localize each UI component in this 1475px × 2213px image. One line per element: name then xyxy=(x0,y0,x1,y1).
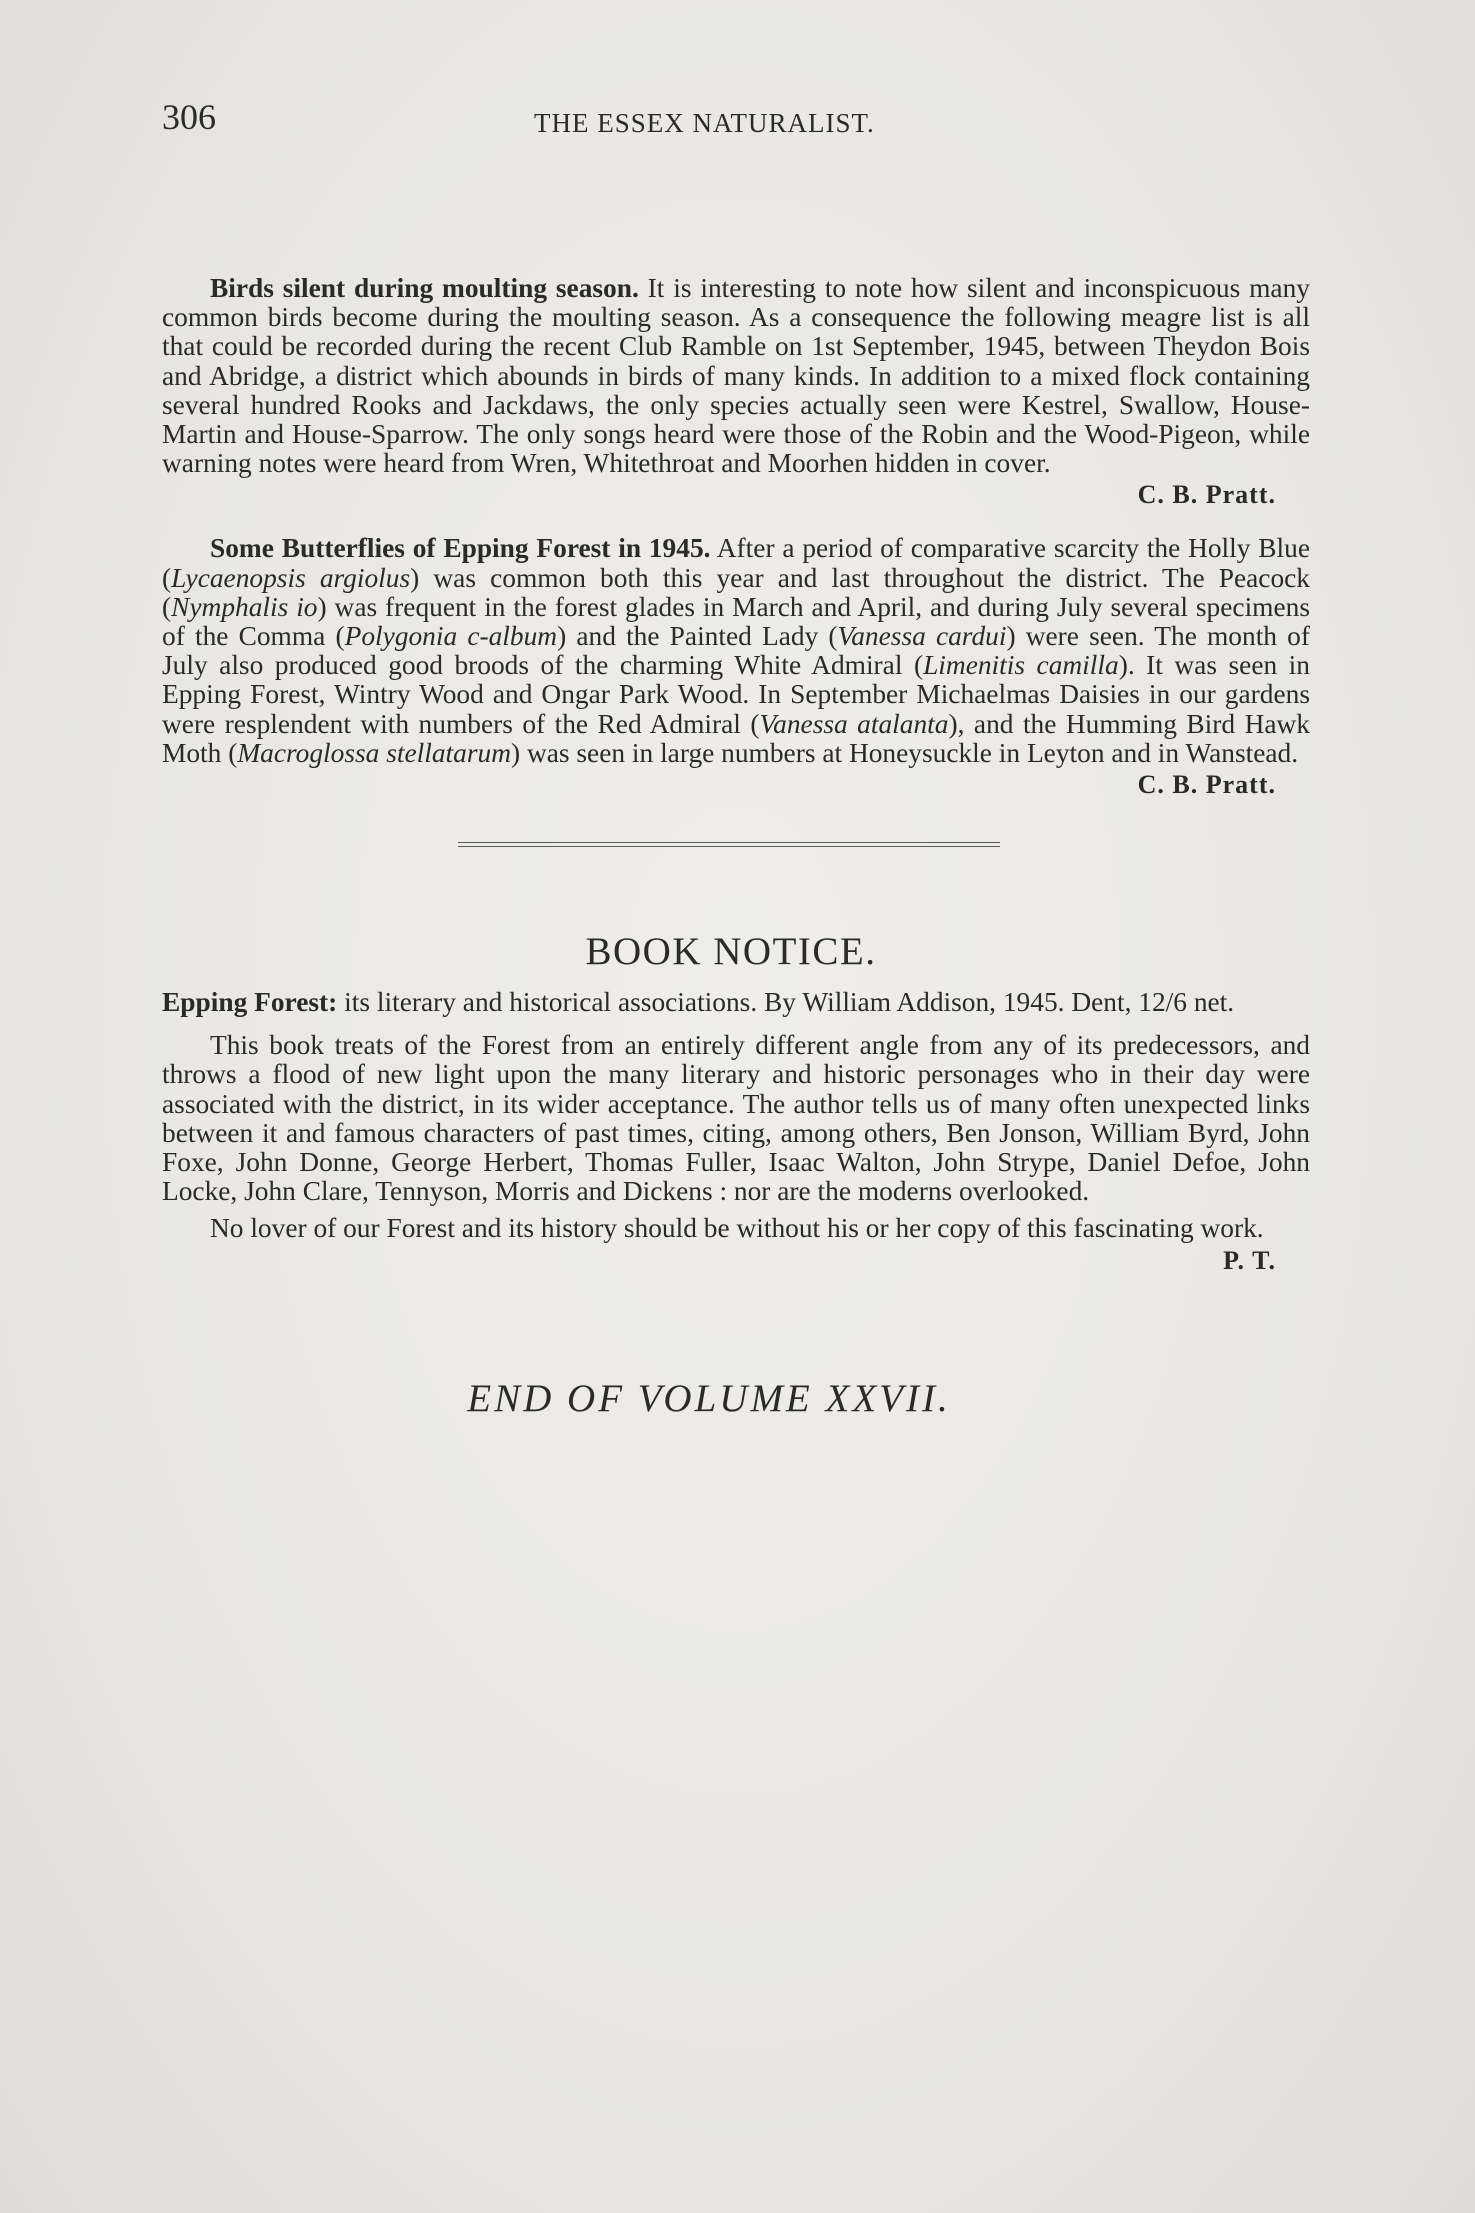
book-entry-title: Epping Forest: xyxy=(162,987,338,1018)
species-name: Nymphalis io xyxy=(171,591,318,622)
species-name: Macroglossa stellatarum xyxy=(237,737,511,768)
species-name: Polygonia c-album xyxy=(344,621,558,652)
review-paragraph: No lover of our Forest and its history should be without his or her copy of this fascinating work. xyxy=(210,1213,1264,1244)
note-paragraph xyxy=(162,274,1310,478)
book-entry xyxy=(162,988,1310,1017)
page-number: 306 xyxy=(162,97,216,137)
note-body-text: After a period of comparative scarcity the Holly Blue ( xyxy=(162,533,1310,593)
note-body-text: ) and the Painted Lady ( xyxy=(557,621,838,652)
note-body-text: ) was common both this year and last throughout the district. The Peacock ( xyxy=(162,562,1310,622)
note-body-text: ) were seen. The month of July also produced good broods of the charming White Admiral ( xyxy=(162,621,1310,681)
note-butterflies xyxy=(162,534,1310,800)
species-name: Lycaenopsis argiolus xyxy=(171,562,411,593)
page-content xyxy=(162,96,1310,1421)
note-signature: C. B. Pratt. xyxy=(1137,770,1276,800)
note-heading: Some Butterflies of Epping Forest in 1945. xyxy=(210,533,711,564)
review-paragraph: This book treats of the Forest from an entirely different angle from any of its predecessors, and throws a flood of new light upon the many literary and historic personages who in their day were associated with the district, in its wider acceptance. The author tells us of many often unexpected links between it and famous characters of past times, citing, among others, Ben Jonson, William Byrd, John Foxe, John Donne, George Herbert, Thomas Fuller, Isaac Walton, John Strype, Daniel Defoe, John Locke, John Clare, Tennyson, Morris and Dickens : nor are the moderns overlooked. xyxy=(162,1030,1310,1207)
book-review xyxy=(162,1031,1310,1275)
journal-title: THE ESSEX NATURALIST. xyxy=(534,108,875,138)
species-name: Vanessa atalanta xyxy=(759,708,949,739)
note-body: It is interesting to note how silent and inconspicuous many common birds become during the moulting season. As a consequence the following meagre list is all that could be recorded during the recent Club Ramble on 1st September, 1945, between Theydon Bois and Abridge, a district which abounds in birds of many kinds. In addition to a mixed flock containing several hundred Rooks and Jackdaws, the only species actually seen were Kestrel, Swallow, House-Martin and House-Sparrow. The only songs heard were those of the Robin and the Wood-Pigeon, while warning notes were heard from Wren, Whitethroat and Moorhen hidden in cover. xyxy=(162,273,1310,479)
note-birds-silent xyxy=(162,274,1310,510)
end-of-volume: END OF VOLUME XXVII. xyxy=(467,1376,951,1420)
note-body-text: ) was frequent in the forest glades in March and April, and during July several specimens of the Comma ( xyxy=(162,591,1310,652)
species-name: Vanessa cardui xyxy=(837,621,1007,652)
review-signature: P. T. xyxy=(1223,1245,1276,1275)
note-body-text: ). It was seen in Epping Forest, Wintry Wood and Ongar Park Wood. In September Michaelmas Daisies in our gardens were resplendent with numbers of the Red Admiral ( xyxy=(162,650,1310,739)
book-entry-details: its literary and historical associations. By William Addison, 1945. Dent, 12/6 net. xyxy=(344,987,1235,1018)
running-head xyxy=(162,96,1310,144)
note-body-text: ), and the Humming Bird Hawk Moth ( xyxy=(162,708,1310,768)
species-name: Limenitis camilla xyxy=(923,650,1119,681)
note-body-text: ) was seen in large numbers at Honeysuckle in Leyton and in Wanstead. xyxy=(510,737,1299,768)
section-divider xyxy=(458,842,1000,847)
book-notice-heading: BOOK NOTICE. xyxy=(585,930,877,974)
note-heading: Birds silent during moulting season. xyxy=(210,273,639,303)
note-signature: C. B. Pratt. xyxy=(1137,480,1276,510)
note-paragraph xyxy=(162,534,1310,768)
